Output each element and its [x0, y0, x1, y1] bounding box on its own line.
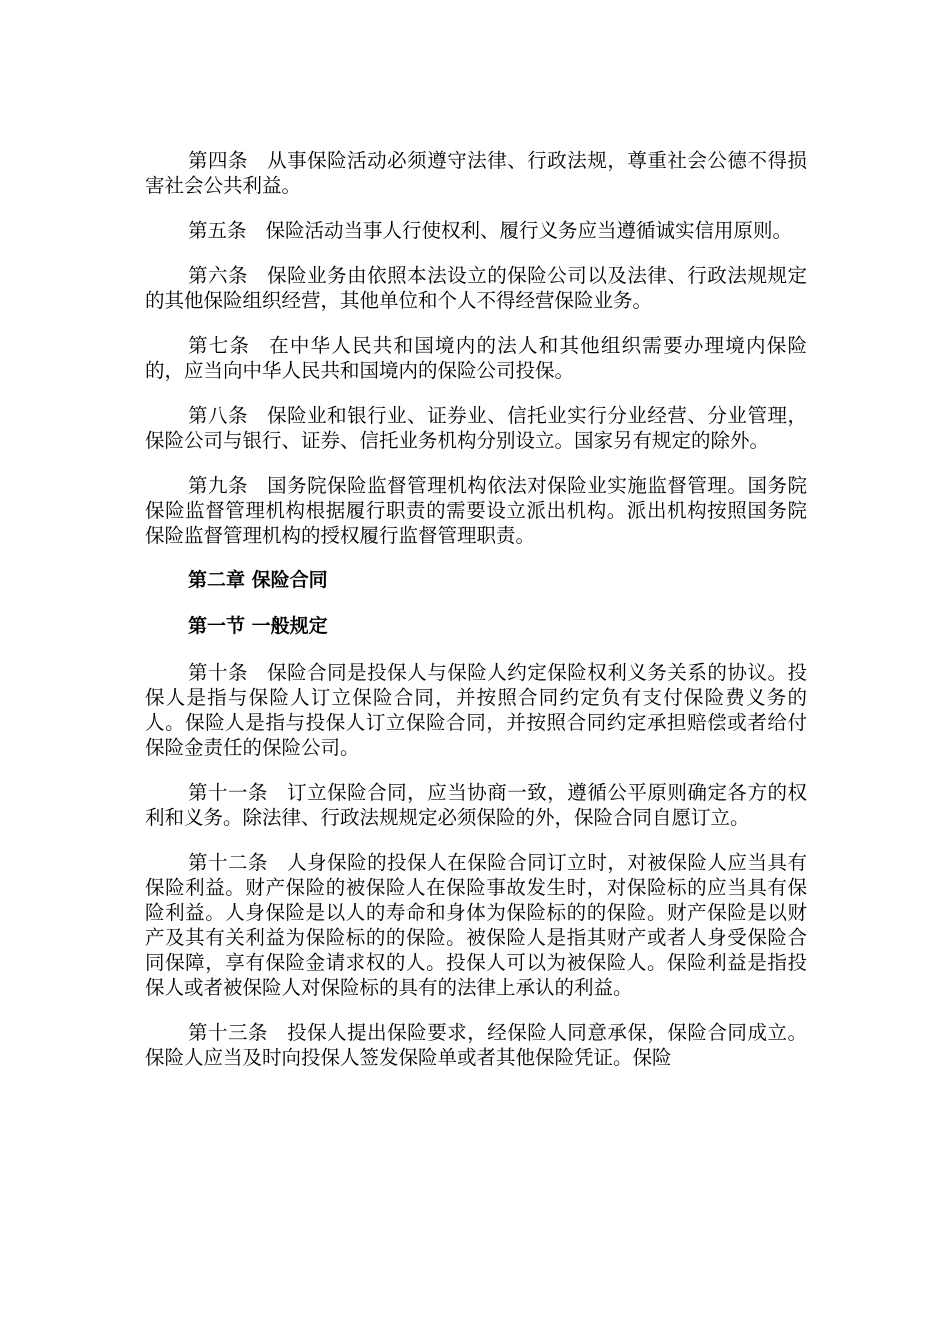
chapter-heading: 第二章 保险合同: [188, 569, 328, 591]
section-heading: 第一节 一般规定: [188, 615, 328, 637]
document-page: [145, 148, 807, 1090]
article-paragraph: [145, 263, 807, 313]
article-paragraph: [145, 660, 807, 760]
article-number: 第十三条: [188, 1021, 269, 1044]
article-number: 第十一条: [188, 781, 269, 804]
article-number: 第六条: [188, 264, 249, 287]
article-paragraph: [145, 473, 807, 548]
article-number: 第十条: [188, 661, 249, 684]
article-paragraph: [145, 1020, 807, 1070]
article-paragraph: [145, 148, 807, 198]
article-paragraph: [145, 218, 807, 243]
article-number: 第七条: [188, 334, 251, 357]
article-text: 从事保险活动必须遵守法律、行政法规，尊重社会公德不得损害社会公共利益。: [145, 149, 807, 197]
article-text: 国务院保险监督管理机构依法对保险业实施监督管理。国务院保险监督管理机构根据履行职责的需要设立派出机构。派出机构按照国务院保险监督管理机构的授权履行监督管理职责。: [145, 474, 807, 547]
article-number: 第九条: [188, 474, 249, 497]
article-number: 第八条: [188, 404, 249, 427]
article-text: 保险活动当事人行使权利、履行义务应当遵循诚实信用原则。: [265, 219, 793, 242]
article-paragraph: [145, 780, 807, 830]
article-text: 人身保险的投保人在保险合同订立时，对被保险人应当具有保险利益。财产保险的被保险人在保险事故发生时，对保险标的应当具有保险利益。人身保险是以人的寿命和身体为保险标的的保险。财产保险是以财产及其有关利益为保险标的的保险。被保险人是指其财产或者人身受保险合同保障，享有保险金请求权的人。投保人可以为被保险人。保险利益是指投保人或者被保险人对保险标的具有的法律上承认的利益。: [145, 851, 807, 999]
article-number: 第五条: [188, 219, 247, 242]
article-number: 第四条: [188, 149, 249, 172]
article-text: 保险合同是投保人与保险人约定保险权利义务关系的协议。投保人是指与保险人订立保险合同，并按照合同约定负有支付保险费义务的人。保险人是指与投保人订立保险合同，并按照合同约定承担赔偿或者给付保险金责任的保险公司。: [145, 661, 807, 759]
article-paragraph: [145, 333, 807, 383]
article-text: 订立保险合同，应当协商一致，遵循公平原则确定各方的权利和义务。除法律、行政法规规定必须保险的外，保险合同自愿订立。: [145, 781, 807, 829]
article-text: 在中华人民共和国境内的法人和其他组织需要办理境内保险的，应当向中华人民共和国境内的保险公司投保。: [145, 334, 807, 382]
article-number: 第十二条: [188, 851, 269, 874]
article-text: 保险业和银行业、证券业、信托业实行分业经营、分业管理，保险公司与银行、证券、信托业务机构分别设立。国家另有规定的除外。: [145, 404, 807, 452]
article-text: 投保人提出保险要求，经保险人同意承保，保险合同成立。保险人应当及时向投保人签发保险单或者其他保险凭证。保险: [145, 1021, 807, 1069]
article-paragraph: [145, 403, 807, 453]
article-text: 保险业务由依照本法设立的保险公司以及法律、行政法规规定的其他保险组织经营，其他单位和个人不得经营保险业务。: [145, 264, 807, 312]
article-paragraph: [145, 850, 807, 1000]
